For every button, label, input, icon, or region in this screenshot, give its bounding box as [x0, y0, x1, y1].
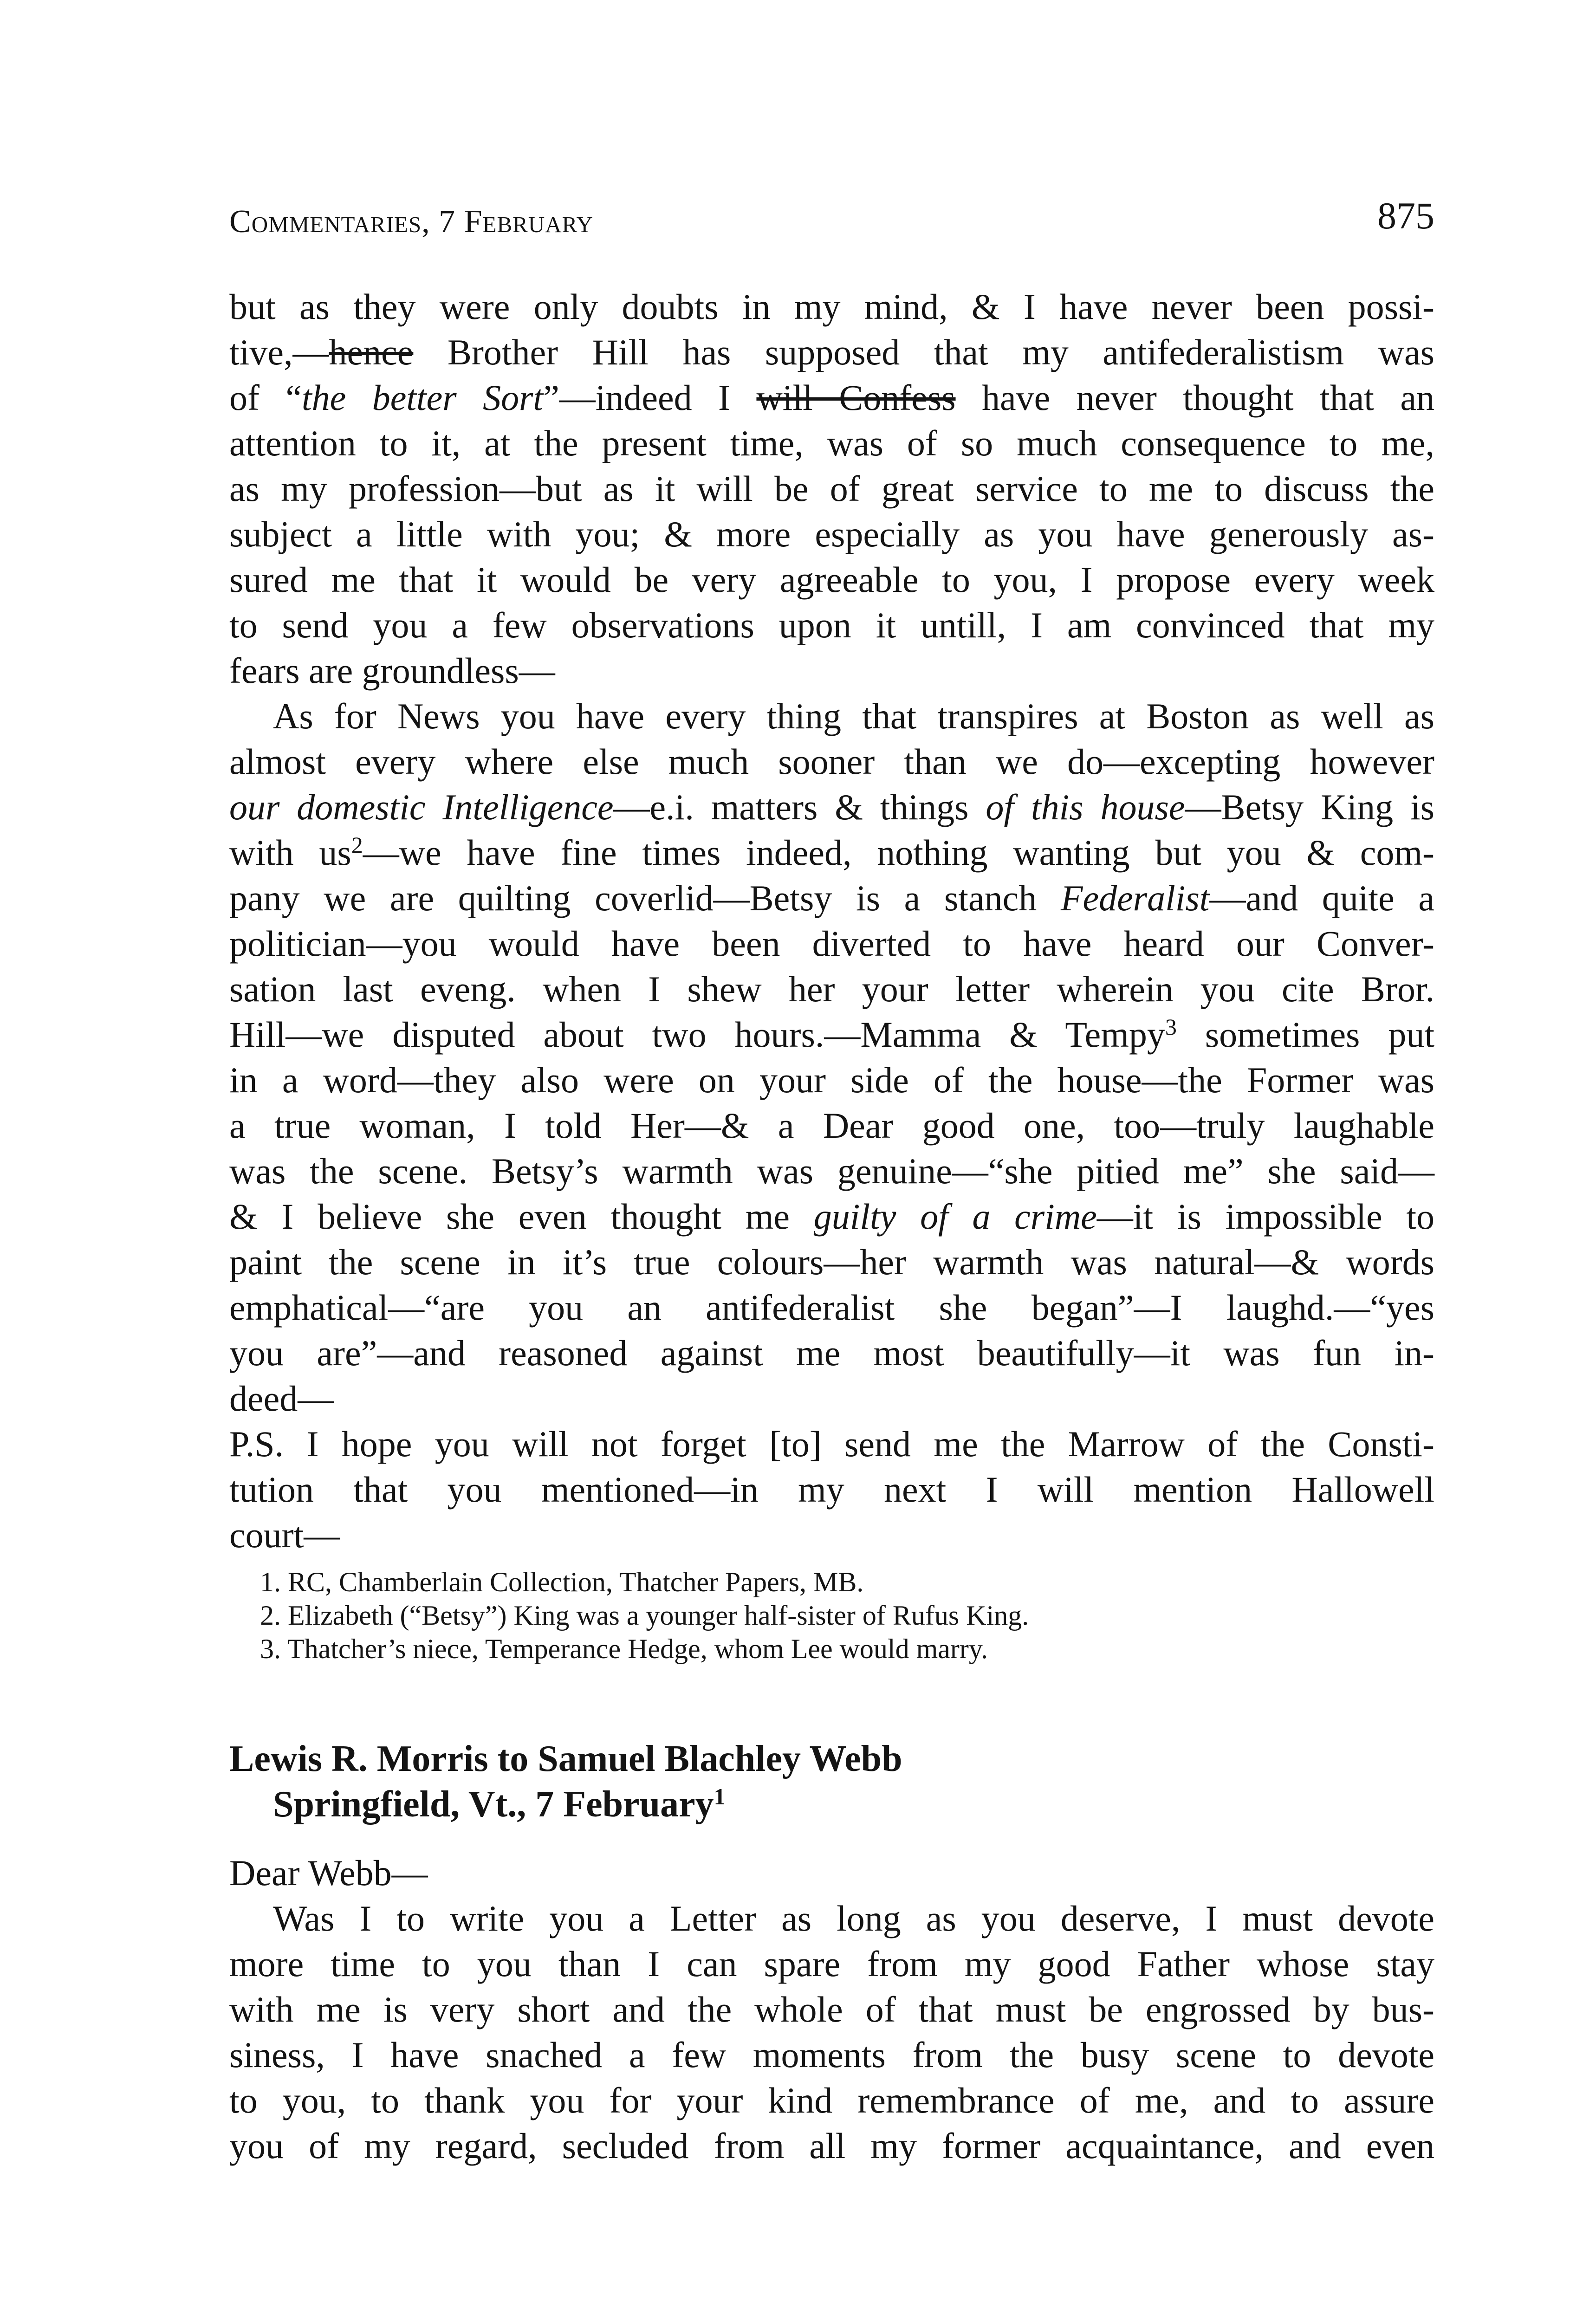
struck-text: will Confess [756, 377, 956, 418]
footnote-marker: 2 [351, 832, 363, 858]
text-line: sured me that it would be very agreeable to you, I propose every week [229, 559, 1434, 600]
italic-text: Federalist [1060, 878, 1210, 918]
salutation: Dear Webb— [229, 1853, 428, 1893]
text-line: & I believe she even thought me guilty of a crime—it is impossible to [229, 1196, 1434, 1237]
text-line: tive,—hence Brother Hill has supposed that my antifederalistism was [229, 332, 1434, 372]
text-line: Hill—we disputed about two hours.—Mamma & Tempy$^3$ sometimes put [229, 1014, 1434, 1055]
document-heading [229, 1736, 1434, 1827]
italic-text: of this house [986, 787, 1185, 827]
italic-text: the better Sort [302, 377, 544, 418]
text-line: pany we are quilting coverlid—Betsy is a stanch Federalist—and quite a [229, 878, 1435, 918]
text-line: our domestic Intelligence—e.i. matters & things of this house—Betsy King is [229, 787, 1434, 827]
text-line: in a word—they also were on your side of the house—the Former was [229, 1060, 1434, 1100]
text-line: P.S. I hope you will not forget [to] send me the Marrow of the Consti- [229, 1424, 1434, 1464]
text-line: tution that you mentioned—in my next I will mention Hallowell [229, 1469, 1434, 1510]
footnote: 3. Thatcher’s niece, Temperance Hedge, whom Lee would marry. [260, 1634, 988, 1664]
text-line: politician—you would have been diverted to have heard our Conver- [229, 923, 1434, 964]
text-line: paint the scene in it’s true colours—her warmth was natural—& words [229, 1242, 1434, 1282]
text-line: deed— [229, 1378, 334, 1419]
text-line: emphatical—“are you an antifederalist she began”—I laughd.—“yes [229, 1287, 1434, 1328]
heading-title: Lewis R. Morris to Samuel Blachley Webb [229, 1738, 902, 1779]
text-line: court— [229, 1515, 340, 1555]
heading-place-date: Springfield, Vt., 7 February$^1$ [273, 1783, 726, 1825]
text-line: as my profession—but as it will be of great service to me to discuss the [229, 468, 1434, 509]
text-line: was the scene. Betsy’s warmth was genuine—“she pitied me” she said— [229, 1151, 1434, 1191]
text-line: Was I to write you a Letter as long as you deserve, I must devote [273, 1898, 1434, 1938]
text-line: a true woman, I told Her—& a Dear good one, too—truly laughable [229, 1105, 1434, 1146]
text-line: more time to you than I can spare from my good Father whose stay [229, 1944, 1434, 1984]
text-line: siness, I have snached a few moments from the busy scene to devote [229, 2035, 1434, 2075]
italic-text: our domestic Intelligence [229, 787, 614, 827]
text-line: with $us^2—we$ have fine times indeed, nothing wanting but you & com- [229, 832, 1435, 873]
text-line: almost every where else much sooner than we do—excepting however [229, 741, 1434, 782]
running-head [229, 194, 1434, 245]
footnote-marker: 3 [1165, 1014, 1177, 1040]
footnote-marker: 1 [714, 1783, 726, 1809]
text-line: subject a little with you; & more especially as you have generously as- [229, 514, 1434, 554]
text-line: of “the better Sort”—indeed I will Confess have never thought that an [229, 377, 1434, 418]
text-line: sation last eveng. when I shew her your letter wherein you cite Bror. [229, 969, 1434, 1009]
text-line: but as they were only doubts in my mind, & I have never been possi- [229, 286, 1434, 327]
struck-text: hence [329, 332, 414, 372]
italic-text: guilty of a crime [813, 1196, 1097, 1237]
text-line: you of my regard, secluded from all my former acquaintance, and even [229, 2126, 1434, 2166]
page-number: 875 [1377, 194, 1434, 237]
text-line: fears are groundless— [229, 650, 555, 691]
text-line: attention to it, at the present time, was of so much consequence to me, [229, 423, 1434, 463]
text-line: with me is very short and the whole of that must be engrossed by bus- [229, 1989, 1434, 2029]
text-line: to you, to thank you for your kind remembrance of me, and to assure [229, 2080, 1434, 2120]
footnotes [260, 1565, 1328, 1666]
footnote: 2. Elizabeth (“Betsy”) King was a younger half-sister of Rufus King. [260, 1600, 1029, 1631]
text-line: to send you a few observations upon it untill, I am convinced that my [229, 605, 1434, 645]
text-line: you are”—and reasoned against me most beautifully—it was fun in- [229, 1333, 1434, 1373]
footnote: 1. RC, Chamberlain Collection, Thatcher Papers, MB. [260, 1567, 864, 1597]
running-title: Commentaries, 7 February [229, 204, 593, 240]
letter-continuation-paragraph [229, 284, 1434, 1558]
text-line: As for News you have every thing that transpires at Boston as well as [273, 696, 1434, 736]
letter-body [229, 1850, 1434, 2169]
